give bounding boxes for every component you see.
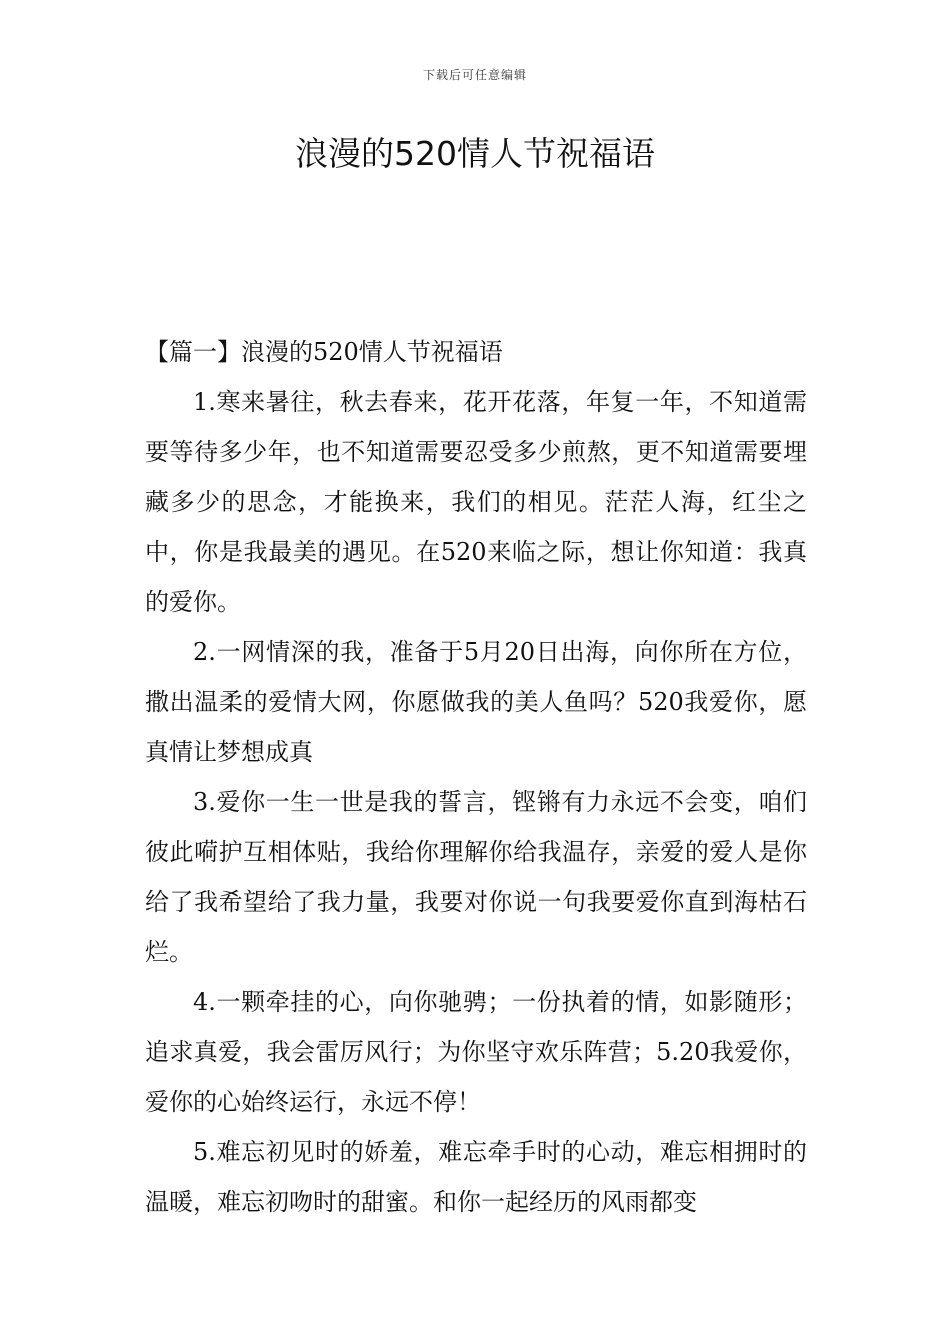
section-heading: 【篇一】浪漫的520情人节祝福语 — [145, 338, 503, 366]
document-body — [145, 327, 807, 1227]
paragraph-5: 5.难忘初见时的娇羞，难忘牵手时的心动，难忘相拥时的温暖，难忘初吻时的甜蜜。和你一起经历的风雨都变 — [145, 1138, 807, 1216]
paragraph-2: 2.一网情深的我，准备于5月20日出海，向你所在方位，撒出温柔的爱情大网，你愿做我的美人鱼吗？520我爱你，愿真情让梦想成真 — [145, 638, 807, 766]
paragraph-3: 3.爱你一生一世是我的誓言，铿锵有力永远不会变，咱们彼此嗬护互相体贴，我给你理解你给我温存，亲爱的爱人是你给了我希望给了我力量，我要对你说一句我要爱你直到海枯石烂。 — [145, 788, 807, 966]
header-note: 下载后可任意编辑 — [422, 68, 527, 82]
paragraph-4: 4.一颗牵挂的心，向你驰骋；一份执着的情，如影随形；追求真爱，我会雷厉风行；为你坚守欢乐阵营；5.20我爱你，爱你的心始终运行，永远不停！ — [145, 988, 807, 1116]
paragraph-1: 1.寒来暑往，秋去春来，花开花落，年复一年，不知道需要等待多少年，也不知道需要忍受多少煎熬，更不知道需要埋藏多少的思念，才能换来，我们的相见。茫茫人海，红尘之中，你是我最美的遇见。在520来临之际，想让你知道：我真的爱你。 — [145, 388, 807, 616]
document-title: 浪漫的520情人节祝福语 — [295, 134, 655, 173]
